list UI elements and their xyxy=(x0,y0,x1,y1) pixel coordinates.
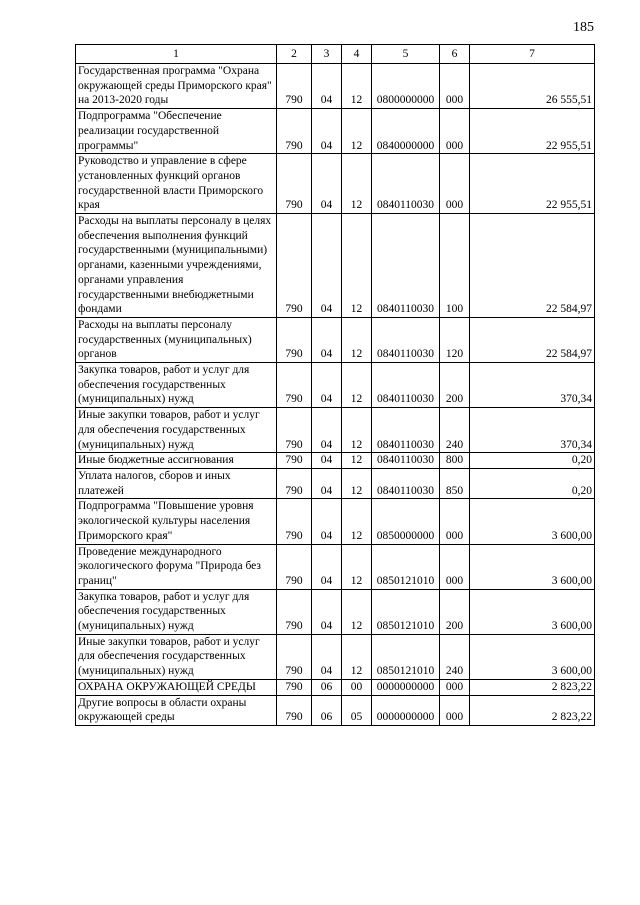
row-section: 04 xyxy=(312,363,342,408)
row-expense-type: 000 xyxy=(440,154,470,214)
table-row xyxy=(76,317,595,362)
row-ministry-code: 790 xyxy=(277,154,312,214)
row-amount: 2 823,22 xyxy=(470,679,595,695)
row-amount: 2 823,22 xyxy=(470,695,595,725)
row-section: 04 xyxy=(312,154,342,214)
header-col-2: 2 xyxy=(277,45,312,64)
row-name: Закупка товаров, работ и услуг для обеспечения государственных (муниципальных) нужд xyxy=(76,589,277,634)
row-target-article: 0850121010 xyxy=(372,589,440,634)
row-ministry-code: 790 xyxy=(277,695,312,725)
row-name: Подпрограмма "Повышение уровня экологической культуры населения Приморского края" xyxy=(76,499,277,544)
row-subsection: 12 xyxy=(342,468,372,498)
table-row xyxy=(76,695,595,725)
row-amount: 3 600,00 xyxy=(470,499,595,544)
table-row xyxy=(76,408,595,453)
row-subsection: 12 xyxy=(342,544,372,589)
row-target-article: 0840110030 xyxy=(372,317,440,362)
row-ministry-code: 790 xyxy=(277,499,312,544)
row-subsection: 12 xyxy=(342,64,372,109)
row-expense-type: 000 xyxy=(440,64,470,109)
row-amount: 0,20 xyxy=(470,453,595,469)
table-row xyxy=(76,214,595,318)
row-amount: 370,34 xyxy=(470,408,595,453)
table-row xyxy=(76,64,595,109)
row-expense-type: 200 xyxy=(440,589,470,634)
row-name: Подпрограмма "Обеспечение реализации государственной программы" xyxy=(76,109,277,154)
row-ministry-code: 790 xyxy=(277,408,312,453)
row-amount: 3 600,00 xyxy=(470,589,595,634)
row-subsection: 12 xyxy=(342,589,372,634)
header-col-5: 5 xyxy=(372,45,440,64)
row-amount: 370,34 xyxy=(470,363,595,408)
row-target-article: 0000000000 xyxy=(372,679,440,695)
row-amount: 22 584,97 xyxy=(470,214,595,318)
row-ministry-code: 790 xyxy=(277,64,312,109)
row-target-article: 0840110030 xyxy=(372,363,440,408)
table-row xyxy=(76,589,595,634)
row-expense-type: 800 xyxy=(440,453,470,469)
row-section: 04 xyxy=(312,64,342,109)
row-amount: 26 555,51 xyxy=(470,64,595,109)
budget-table xyxy=(75,44,595,726)
row-name: Иные закупки товаров, работ и услуг для обеспечения государственных (муниципальных) нужд xyxy=(76,408,277,453)
row-expense-type: 100 xyxy=(440,214,470,318)
row-expense-type: 240 xyxy=(440,408,470,453)
header-col-3: 3 xyxy=(312,45,342,64)
table-row xyxy=(76,154,595,214)
row-subsection: 12 xyxy=(342,109,372,154)
row-name: Расходы на выплаты персоналу государственных (муниципальных) органов xyxy=(76,317,277,362)
row-name: Другие вопросы в области охраны окружающей среды xyxy=(76,695,277,725)
row-subsection: 05 xyxy=(342,695,372,725)
row-section: 04 xyxy=(312,317,342,362)
row-section: 04 xyxy=(312,214,342,318)
row-section: 04 xyxy=(312,468,342,498)
row-subsection: 12 xyxy=(342,453,372,469)
header-col-6: 6 xyxy=(440,45,470,64)
row-name: Иные бюджетные ассигнования xyxy=(76,453,277,469)
header-col-4: 4 xyxy=(342,45,372,64)
table-row xyxy=(76,544,595,589)
row-name: Проведение международного экологического форума "Природа без границ" xyxy=(76,544,277,589)
row-section: 04 xyxy=(312,453,342,469)
row-subsection: 12 xyxy=(342,154,372,214)
row-ministry-code: 790 xyxy=(277,544,312,589)
row-subsection: 12 xyxy=(342,408,372,453)
row-target-article: 0850000000 xyxy=(372,499,440,544)
header-col-7: 7 xyxy=(470,45,595,64)
row-section: 04 xyxy=(312,408,342,453)
row-target-article: 0000000000 xyxy=(372,695,440,725)
row-amount: 3 600,00 xyxy=(470,634,595,679)
table-row xyxy=(76,468,595,498)
row-ministry-code: 790 xyxy=(277,634,312,679)
row-amount: 22 955,51 xyxy=(470,109,595,154)
row-subsection: 12 xyxy=(342,214,372,318)
header-col-1: 1 xyxy=(76,45,277,64)
row-name: ОХРАНА ОКРУЖАЮЩЕЙ СРЕДЫ xyxy=(76,679,277,695)
row-expense-type: 850 xyxy=(440,468,470,498)
row-expense-type: 000 xyxy=(440,544,470,589)
row-section: 04 xyxy=(312,499,342,544)
row-expense-type: 000 xyxy=(440,499,470,544)
table-row xyxy=(76,363,595,408)
row-ministry-code: 790 xyxy=(277,363,312,408)
page-number: 185 xyxy=(573,20,594,35)
row-section: 04 xyxy=(312,589,342,634)
table-row xyxy=(76,453,595,469)
row-amount: 0,20 xyxy=(470,468,595,498)
row-name: Уплата налогов, сборов и иных платежей xyxy=(76,468,277,498)
row-section: 04 xyxy=(312,544,342,589)
row-target-article: 0840000000 xyxy=(372,109,440,154)
row-name: Государственная программа "Охрана окружающей среды Приморского края" на 2013-2020 годы xyxy=(76,64,277,109)
row-subsection: 12 xyxy=(342,317,372,362)
table-row xyxy=(76,109,595,154)
table-row xyxy=(76,679,595,695)
row-target-article: 0840110030 xyxy=(372,214,440,318)
row-name: Закупка товаров, работ и услуг для обеспечения государственных (муниципальных) нужд xyxy=(76,363,277,408)
row-target-article: 0840110030 xyxy=(372,453,440,469)
row-amount: 22 955,51 xyxy=(470,154,595,214)
row-subsection: 12 xyxy=(342,363,372,408)
row-ministry-code: 790 xyxy=(277,468,312,498)
row-subsection: 12 xyxy=(342,499,372,544)
row-amount: 22 584,97 xyxy=(470,317,595,362)
row-target-article: 0840110030 xyxy=(372,408,440,453)
row-ministry-code: 790 xyxy=(277,453,312,469)
table-row xyxy=(76,634,595,679)
row-ministry-code: 790 xyxy=(277,317,312,362)
row-expense-type: 000 xyxy=(440,109,470,154)
row-ministry-code: 790 xyxy=(277,589,312,634)
row-ministry-code: 790 xyxy=(277,109,312,154)
row-name: Руководство и управление в сфере установленных функций органов государственной власти Приморского края xyxy=(76,154,277,214)
row-target-article: 0840110030 xyxy=(372,154,440,214)
row-expense-type: 000 xyxy=(440,695,470,725)
row-section: 04 xyxy=(312,634,342,679)
row-target-article: 0840110030 xyxy=(372,468,440,498)
row-ministry-code: 790 xyxy=(277,679,312,695)
row-section: 06 xyxy=(312,679,342,695)
row-name: Иные закупки товаров, работ и услуг для обеспечения государственных (муниципальных) нужд xyxy=(76,634,277,679)
row-ministry-code: 790 xyxy=(277,214,312,318)
table-header-row xyxy=(76,45,595,64)
row-amount: 3 600,00 xyxy=(470,544,595,589)
row-target-article: 0850121010 xyxy=(372,544,440,589)
row-expense-type: 120 xyxy=(440,317,470,362)
row-target-article: 0850121010 xyxy=(372,634,440,679)
table-row xyxy=(76,499,595,544)
row-expense-type: 200 xyxy=(440,363,470,408)
row-section: 04 xyxy=(312,109,342,154)
row-name: Расходы на выплаты персоналу в целях обеспечения выполнения функций государственными (муниципальными) органами, казенными учреждениями, органами управления государственными внебюджетными фондами xyxy=(76,214,277,318)
row-subsection: 12 xyxy=(342,634,372,679)
row-subsection: 00 xyxy=(342,679,372,695)
row-expense-type: 240 xyxy=(440,634,470,679)
row-expense-type: 000 xyxy=(440,679,470,695)
row-target-article: 0800000000 xyxy=(372,64,440,109)
row-section: 06 xyxy=(312,695,342,725)
